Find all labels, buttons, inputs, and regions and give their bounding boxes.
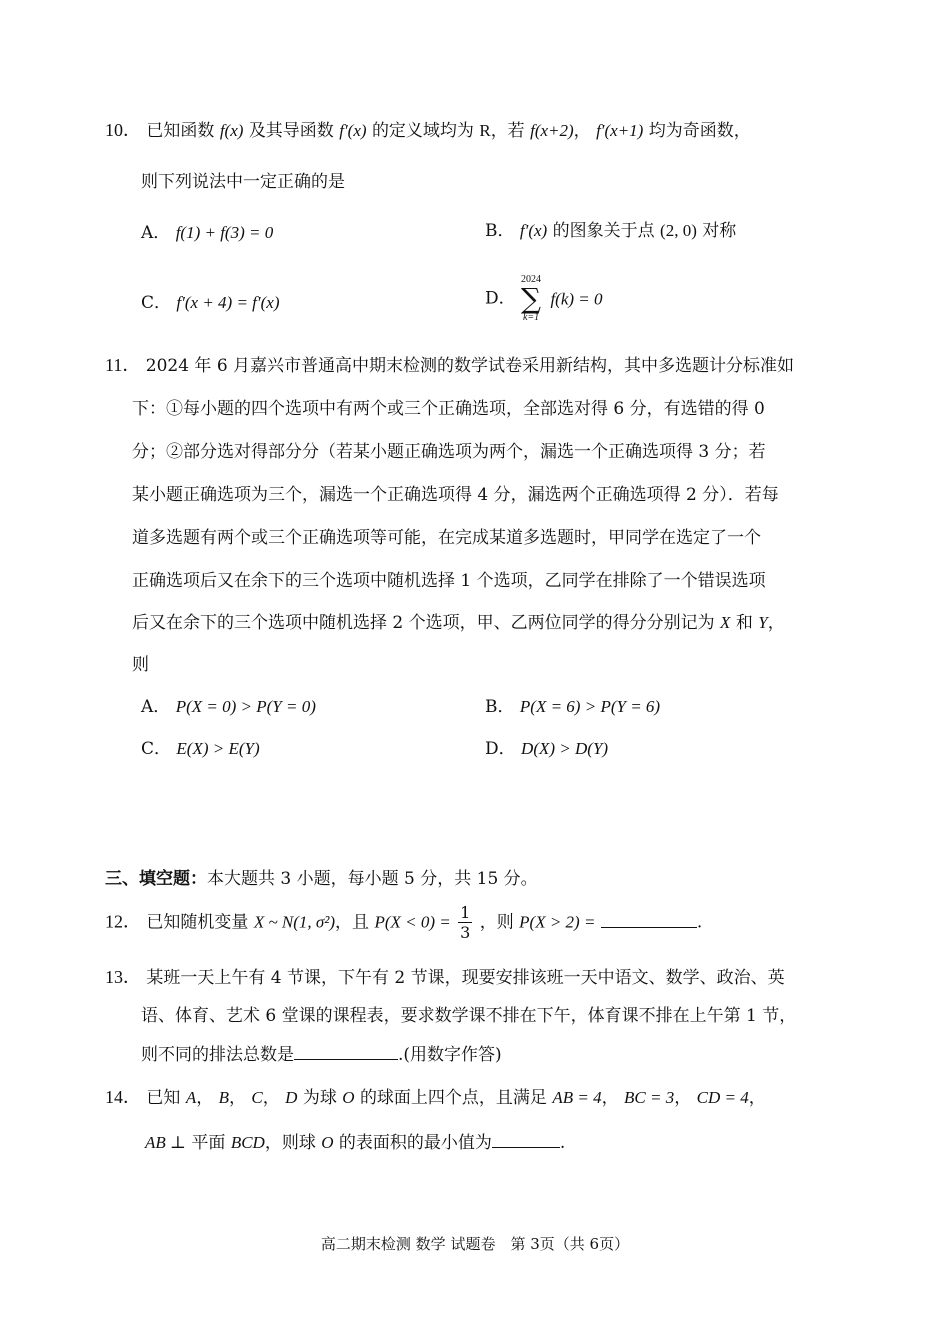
q11-line2: 下：①每小题的四个选项中有两个或三个正确选项，全部选对得 6 分，有选错的得 0 bbox=[132, 399, 765, 419]
q10-option-b: B． f′(x) 的图象关于点 (2, 0) 对称 bbox=[485, 221, 737, 241]
q10-line1: 10． 已知函数 f(x) 及其导函数 f′(x) 的定义域均为 R，若 f(x+2)， f′(x+1) 均为奇函数， bbox=[105, 120, 751, 141]
q13-number: 13． bbox=[105, 967, 141, 987]
q10-option-c: C． f′(x + 4) = f′(x) bbox=[141, 293, 280, 313]
q13-line3: 则不同的排法总数是 .(用数字作答) bbox=[141, 1045, 502, 1065]
q12-line1: 12． 已知随机变量 X ~ N(1, σ²)，且 P(X < 0) = $\frac{1}{3}$ ，则 P(X > 2) = . bbox=[105, 903, 703, 942]
q11-line1: 11． 2024 年 6 月嘉兴市普通高中期末检测的数学试卷采用新结构，其中多选题计分标准如 bbox=[105, 355, 795, 376]
q11-line5: 道多选题有两个或三个正确选项等可能，在完成某道多选题时，甲同学在选定了一个 bbox=[132, 528, 761, 548]
q10-option-a: A． f(1) + f(3) = 0 bbox=[141, 223, 274, 243]
section-3-title: 三、填空题： bbox=[105, 869, 207, 889]
q12-answer-blank[interactable] bbox=[601, 911, 697, 928]
q11-line8: 则 bbox=[132, 655, 149, 675]
page-footer: 高二期末检测 数学 试题卷 第 3页（共 6页） bbox=[320, 1235, 630, 1253]
q10-line2: 则下列说法中一定正确的是 bbox=[141, 172, 345, 192]
q10-option-d: D． 2024 ∑ k=1 f(k) = 0 bbox=[485, 274, 603, 323]
q14-line2: AB ⊥ 平面 BCD，则球 O 的表面积的最小值为 . bbox=[145, 1133, 566, 1153]
fraction-one-third: $\frac{1}{3}$ bbox=[460, 903, 471, 942]
q14-answer-blank[interactable] bbox=[492, 1131, 560, 1148]
q11-line6: 正确选项后又在余下的三个选项中随机选择 1 个选项，乙同学在排除了一个错误选项 bbox=[132, 571, 766, 591]
q13-answer-blank[interactable] bbox=[294, 1043, 398, 1060]
q13-line2: 语、体育、艺术 6 堂课的课程表，要求数学课不排在下午，体育课不排在上午第 1 节， bbox=[141, 1006, 797, 1026]
q14-number: 14． bbox=[105, 1087, 141, 1107]
q10-number: 10． bbox=[105, 120, 141, 140]
q11-option-a: A． P(X = 0) > P(Y = 0) bbox=[141, 697, 316, 717]
q11-number: 11． bbox=[105, 355, 141, 375]
q14-line1: 14． 已知 A， B， C， D 为球 O 的球面上四个点，且满足 AB = 4， BC = 3， CD = 4， bbox=[105, 1087, 766, 1108]
section-3-desc: 本大题共 3 小题，每小题 5 分，共 15 分。 bbox=[207, 869, 538, 889]
q11-option-d: D． D(X) > D(Y) bbox=[485, 739, 609, 759]
q11-line4: 某小题正确选项为三个，漏选一个正确选项得 4 分，漏选两个正确选项得 2 分）．若每 bbox=[132, 485, 779, 505]
summation-symbol: 2024 ∑ k=1 bbox=[521, 274, 542, 323]
section-3-heading bbox=[105, 871, 538, 888]
q11-option-b: B． P(X = 6) > P(Y = 6) bbox=[485, 697, 661, 717]
q11-line3: 分；②部分选对得部分分（若某小题正确选项为两个，漏选一个正确选项得 3 分；若 bbox=[132, 442, 766, 462]
q12-number: 12． bbox=[105, 911, 141, 932]
q13-line1: 13． 某班一天上午有 4 节课，下午有 2 节课，现要安排该班一天中语文、数学、政治、英 bbox=[105, 967, 785, 988]
q11-line7: 后又在余下的三个选项中随机选择 2 个选项，甲、乙两位同学的得分分别记为 X 和 Y， bbox=[132, 613, 785, 633]
q11-option-c: C． E(X) > E(Y) bbox=[141, 739, 260, 759]
